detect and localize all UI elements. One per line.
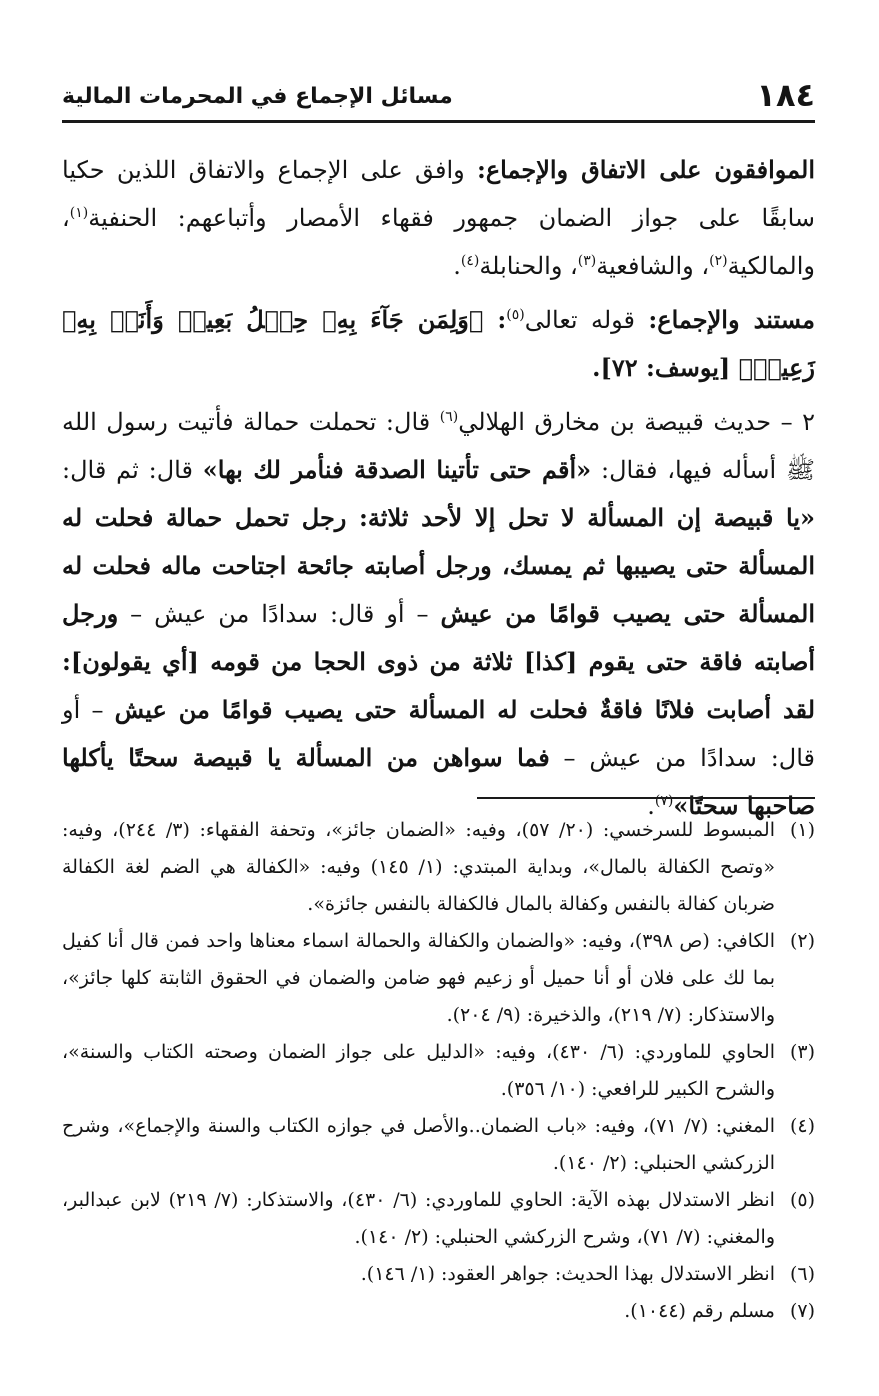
footnote-number: (٤) — [789, 1115, 815, 1137]
footnote-ref: (٦) — [439, 409, 459, 425]
paragraph-agreement — [62, 146, 815, 290]
footnote-number: (٢) — [789, 930, 815, 952]
text-run: قوله تعالى — [524, 306, 649, 334]
footnote-item — [62, 923, 815, 1034]
text-run: ٢ – حديث قبيصة بن مخارق الهلالي — [458, 408, 815, 436]
footnote-ref: (٢) — [709, 253, 728, 269]
text-run: قال: تحملت حمالة فأتيت رسول الله ﷺ أسأله فيها، فقال: — [62, 408, 816, 484]
text-run: . — [453, 252, 461, 280]
footnote-text: المغني: (٧/ ٧١)، وفيه: «باب الضمان..والأصل في جوازه الكتاب والسنة والإجماع»، وشرح الزركشي الحنبلي: (٢/ ١٤٠). — [62, 1115, 775, 1174]
paragraph-evidence — [62, 296, 815, 392]
paragraph-hadith — [62, 398, 815, 830]
footnote-item — [62, 1034, 815, 1108]
text-run: ، والحنابلة — [479, 252, 578, 280]
quran-verse: : ﴿وَلِمَن جَآءَ بِهِۦ حِمۡلُ بَعِيرٖ وَأَنَا۠ بِهِۦ زَعِيمٞ﴾ [يوسف: ٧٢]. — [62, 305, 815, 382]
text-run: وافق على الإجماع والاتفاق اللذين حكيا سابقًا على جواز الضمان جمهور فقهاء الأمصار وأتباعهم: الحنفية — [62, 156, 815, 232]
footnote-text: مسلم رقم (١٠٤٤). — [624, 1300, 775, 1322]
footnote-number: (٣) — [789, 1041, 815, 1063]
footnote-ref: (٣) — [577, 253, 597, 269]
section-label: مستند والإجماع: — [648, 305, 816, 334]
text-run: ، والشافعية — [596, 252, 710, 280]
text-run: . — [647, 792, 655, 820]
footnote-item — [62, 1182, 815, 1256]
footnote-ref: (٥) — [506, 307, 525, 323]
hadith-quote: ورجل أصابته فاقة حتى يقوم [كذا] ثلاثة من ذوى الحجا من قومه [أي يقولون]: لقد أصابت فلانًا فاقةٌ فحلت له المسألة حتى يصيب قوامًا من عيش — [62, 599, 816, 724]
footnote-text: انظر الاستدلال بهذه الآية: الحاوي للماوردي: (٦/ ٤٣٠)، والاستذكار: (٧/ ٢١٩) لابن عبدالبر، والمغني: (٧/ ٧١)، وشرح الزركشي الحنبلي: (٢/ ١٤٠). — [62, 1189, 775, 1248]
text-run: – أو قال: سدادًا من عيش – — [62, 696, 815, 772]
footnote-ref: (١) — [69, 205, 89, 221]
section-label: الموافقون على الاتفاق والإجماع: — [477, 155, 815, 184]
hadith-quote: «أقم حتى تأتينا الصدقة فنأمر لك بها» — [202, 455, 592, 484]
footnote-ref: (٤) — [460, 253, 480, 269]
footnote-text: انظر الاستدلال بهذا الحديث: جواهر العقود: (١/ ١٤٦). — [360, 1263, 775, 1285]
hadith-quote: «يا قبيصة إن المسألة لا تحل إلا لأحد ثلاثة: رجل تحمل حمالة فحلت له المسألة حتى يصيبها ثم يمسك، ورجل أصابته جائحة اجتاحت ماله فحلت له المسألة حتى يصيب قوامًا من عيش — [62, 503, 815, 628]
footnote-item — [62, 1256, 815, 1293]
footnotes — [62, 812, 815, 1330]
text-run: قال: ثم قال: — [62, 456, 203, 484]
hadith-quote: فما سواهن من المسألة يا قبيصة سحتًا يأكلها صاحبها سحتًا» — [62, 743, 815, 820]
main-text — [62, 146, 815, 836]
footnote-text: الكافي: (ص ٣٩٨)، وفيه: «والضمان والكفالة والحمالة اسماء معناها واحد فمن قال أنا كفيل بما لك على فلان أو أنا حميل أو زعيم فهو ضامن والضمان في الحقوق الثابتة كلها جائز»، والاستذكار: (٧/ ٢١٩)، والذخيرة: (٩/ ٢٠٤). — [62, 930, 775, 1026]
page-header — [62, 72, 815, 123]
footnote-item — [62, 1293, 815, 1330]
footnote-divider — [477, 797, 815, 799]
running-title: مسائل الإجماع في المحرمات المالية — [62, 84, 453, 109]
footnote-number: (٥) — [789, 1189, 815, 1211]
footnote-text: المبسوط للسرخسي: (٢٠/ ٥٧)، وفيه: «الضمان جائز»، وتحفة الفقهاء: (٣/ ٢٤٤)، وفيه: «وتصح الكفالة بالمال»، وبداية المبتدي: (١/ ١٤٥) وفيه: «الكفالة هي الضم لغة الكفالة ضربان كفالة بالنفس وكفالة بالمال فالكفالة بالنفس جائزة». — [62, 819, 775, 915]
page-number: ١٨٤ — [756, 76, 815, 114]
footnote-ref: (٧) — [654, 793, 674, 809]
text-run: – أو قال: سدادًا من عيش – — [118, 600, 441, 628]
footnote-item — [62, 1108, 815, 1182]
footnote-text: الحاوي للماوردي: (٦/ ٤٣٠)، وفيه: «الدليل على جواز الضمان وصحته الكتاب والسنة»، والشرح الكبير للرافعي: (١٠/ ٣٥٦). — [62, 1041, 775, 1100]
text-run: ، والمالكية — [62, 204, 815, 280]
footnote-number: (٦) — [789, 1263, 815, 1285]
footnote-item — [62, 812, 815, 923]
footnote-number: (١) — [789, 819, 815, 841]
footnote-number: (٧) — [789, 1300, 815, 1322]
